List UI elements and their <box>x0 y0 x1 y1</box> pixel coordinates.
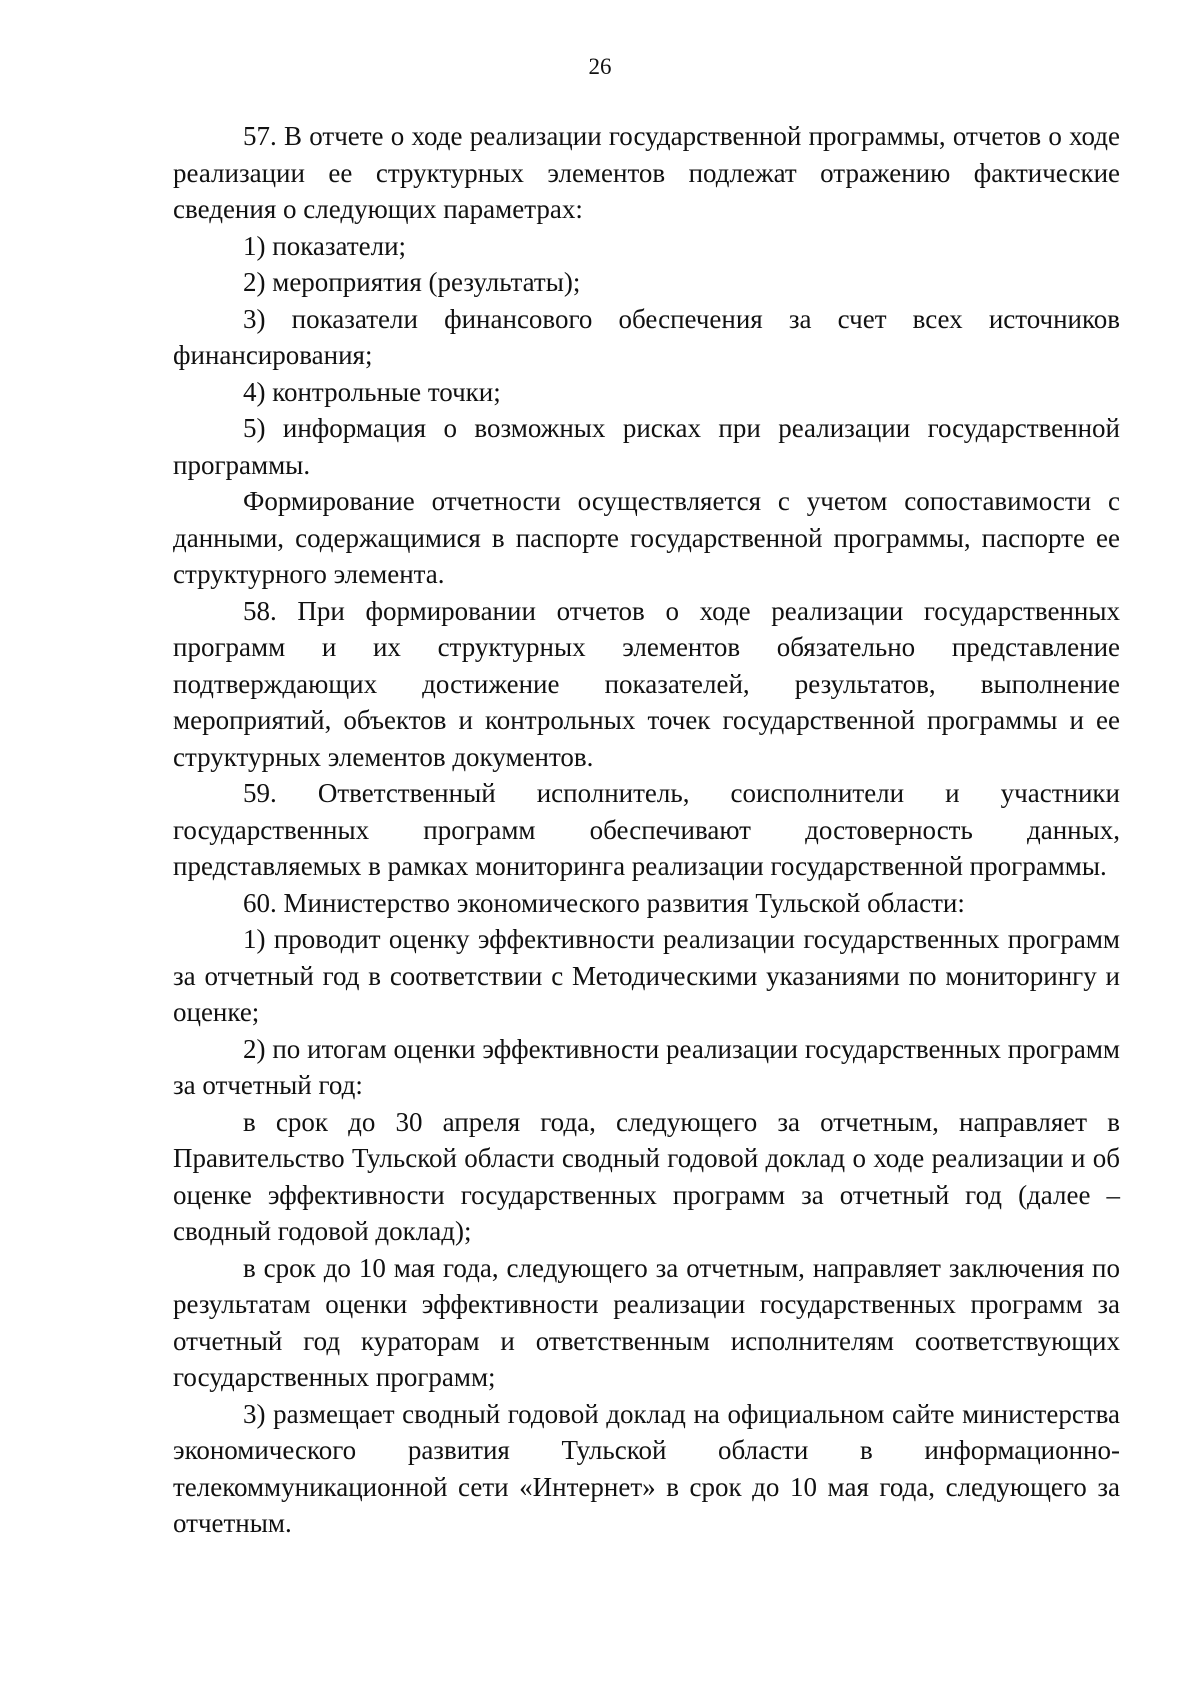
list-item-evaluation: 1) проводит оценку эффективности реализации государственных программ за отчетный год в соответствии с Методическими указаниями по мониторингу и оценке; <box>173 924 1120 1027</box>
list-item-indicators: 1) показатели; <box>243 230 407 261</box>
page-number: 26 <box>588 54 612 79</box>
paragraph-57: 57. В отчете о ходе реализации государственной программы, отчетов о ходе реализации ее структурных элементов подлежат отражению фактические сведения о следующих параметрах: <box>173 121 1120 224</box>
paragraph-58: 58. При формировании отчетов о ходе реализации государственных программ и их структурных элементов обязательно представление подтверждающих достижение показателей, результатов, выполнение мероприятий, объектов и контрольных точек государственной программы и ее структурных элементов документов. <box>173 595 1120 772</box>
list-item-risks: 5) информация о возможных рисках при реализации государственной программы. <box>173 413 1120 480</box>
list-item-publication: 3) размещает сводный годовой доклад на официальном сайте министерства экономического развития Тульской области в информационно-телекоммуникационной сети «Интернет» в срок до 10 мая года, следующего за отчетным. <box>173 1398 1120 1538</box>
list-item-results: 2) по итогам оценки эффективности реализации государственных программ за отчетный год: <box>173 1033 1120 1100</box>
list-item-control-points: 4) контрольные точки; <box>243 376 501 407</box>
list-item-financing: 3) показатели финансового обеспечения за счет всех источников финансирования; <box>173 303 1120 370</box>
list-item-activities: 2) мероприятия (результаты); <box>243 267 581 297</box>
paragraph-59: 59. Ответственный исполнитель, соисполнители и участники государственных программ обеспечивают достоверность данных, представляемых в рамках мониторинга реализации государственной программы. <box>173 778 1120 881</box>
document-body <box>173 118 1120 1542</box>
paragraph-may-deadline: в срок до 10 мая года, следующего за отчетным, направляет заключения по результатам оценки эффективности реализации государственных программ за отчетный год кураторам и ответственным исполнителям соответствующих государственных программ; <box>173 1252 1120 1392</box>
paragraph-60: 60. Министерство экономического развития Тульской области: <box>243 887 965 918</box>
paragraph-reporting: Формирование отчетности осуществляется с учетом сопоставимости с данными, содержащимися в паспорте государственной программы, паспорте ее структурного элемента. <box>173 486 1120 589</box>
paragraph-april-deadline: в срок до 30 апреля года, следующего за отчетным, направляет в Правительство Тульской области сводный годовой доклад о ходе реализации и об оценке эффективности государственных программ за отчетный год (далее – сводный годовой доклад); <box>173 1106 1120 1246</box>
